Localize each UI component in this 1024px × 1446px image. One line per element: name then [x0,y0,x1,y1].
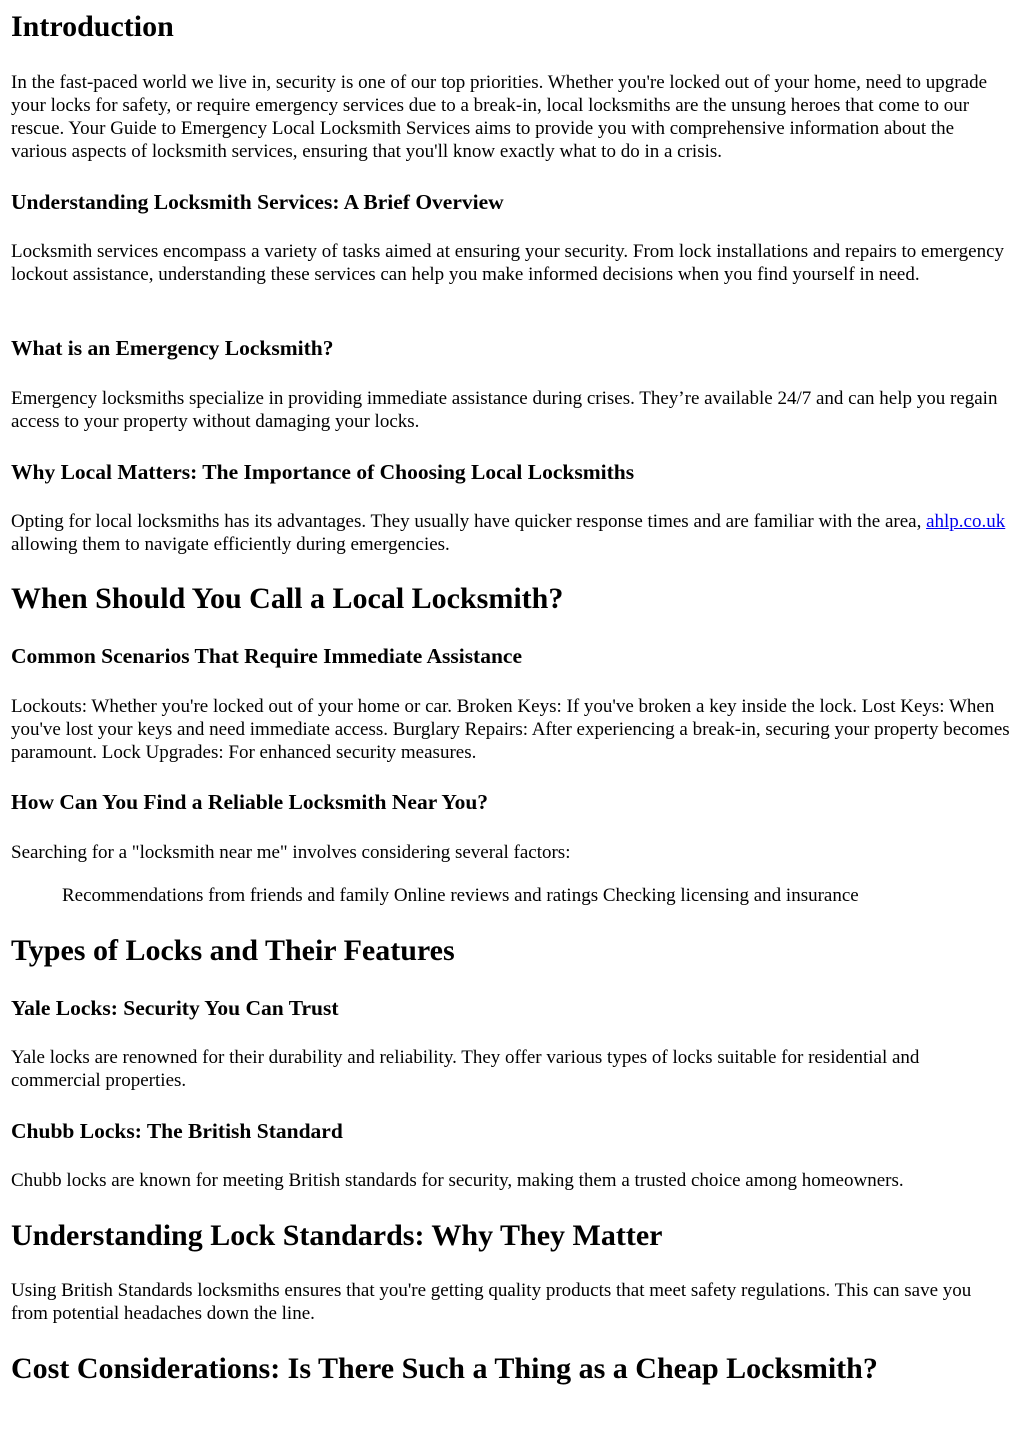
find-paragraph: Searching for a "locksmith near me" involves considering several factors: [11,842,571,863]
overview-heading: Understanding Locksmith Services: A Brief Overview [11,190,504,214]
emergency-heading: What is an Emergency Locksmith? [11,336,334,360]
when-heading: When Should You Call a Local Locksmith? [11,582,564,615]
chubb-heading: Chubb Locks: The British Standard [11,1119,343,1143]
scenarios-heading: Common Scenarios That Require Immediate Assistance [11,644,523,668]
overview-paragraph: Locksmith services encompass a variety of tasks aimed at ensuring your security. From lock installations and repairs to emergency lockout assistance, understanding these services can help you make informed decisions when you find yourself in need. [11,241,1005,285]
standards-heading: Understanding Lock Standards: Why They Matter [11,1219,663,1252]
intro-paragraph: In the fast-paced world we live in, security is one of our top priorities. Whether you're locked out of your home, need to upgrade your locks for safety, or require emergency services due to a break-in, local locksmiths are the unsung heroes that come to our rescue. Your Guide to Emergency Local Locksmith Services aims to provide you with comprehensive information about the various aspects of locksmith services, ensuring that you'll know exactly what to do in a crisis. [11,72,988,162]
cost-heading: Cost Considerations: Is There Such a Thing as a Cheap Locksmith? [11,1352,878,1385]
local-paragraph [11,510,1012,556]
scenarios-paragraph: Lockouts: Whether you're locked out of your home or car. Broken Keys: If you've broken a key inside the lock. Lost Keys: When you've lost your keys and need immediate access. Burglary Repairs: After experiencing a break-in, securing your property becomes paramount. Lock Upgrades: For enhanced security measures. [11,696,1010,763]
find-list: Recommendations from friends and family Online reviews and ratings Checking licensing and insurance [62,885,859,906]
find-heading: How Can You Find a Reliable Locksmith Near You? [11,790,489,814]
local-heading: Why Local Matters: The Importance of Choosing Local Locksmiths [11,460,635,484]
yale-paragraph: Yale locks are renowned for their durability and reliability. They offer various types of locks suitable for residential and commercial properties. [11,1047,920,1091]
standards-paragraph: Using British Standards locksmiths ensures that you're getting quality products that meet safety regulations. This can save you from potential headaches down the line. [11,1280,972,1324]
ahlp-link[interactable]: ahlp.co.uk [926,511,1006,532]
chubb-paragraph: Chubb locks are known for meeting British standards for security, making them a trusted choice among homeowners. [11,1170,904,1191]
intro-heading: Introduction [11,10,174,43]
local-text-before: Opting for local locksmiths has its advantages. They usually have quicker response times and are familiar with the area, [11,511,922,532]
local-text-after: allowing them to navigate efficiently during emergencies. [11,534,450,555]
emergency-paragraph: Emergency locksmiths specialize in providing immediate assistance during crises. They’re available 24/7 and can help you regain access to your property without damaging your locks. [11,388,998,432]
yale-heading: Yale Locks: Security You Can Trust [11,996,339,1020]
types-heading: Types of Locks and Their Features [11,934,455,967]
